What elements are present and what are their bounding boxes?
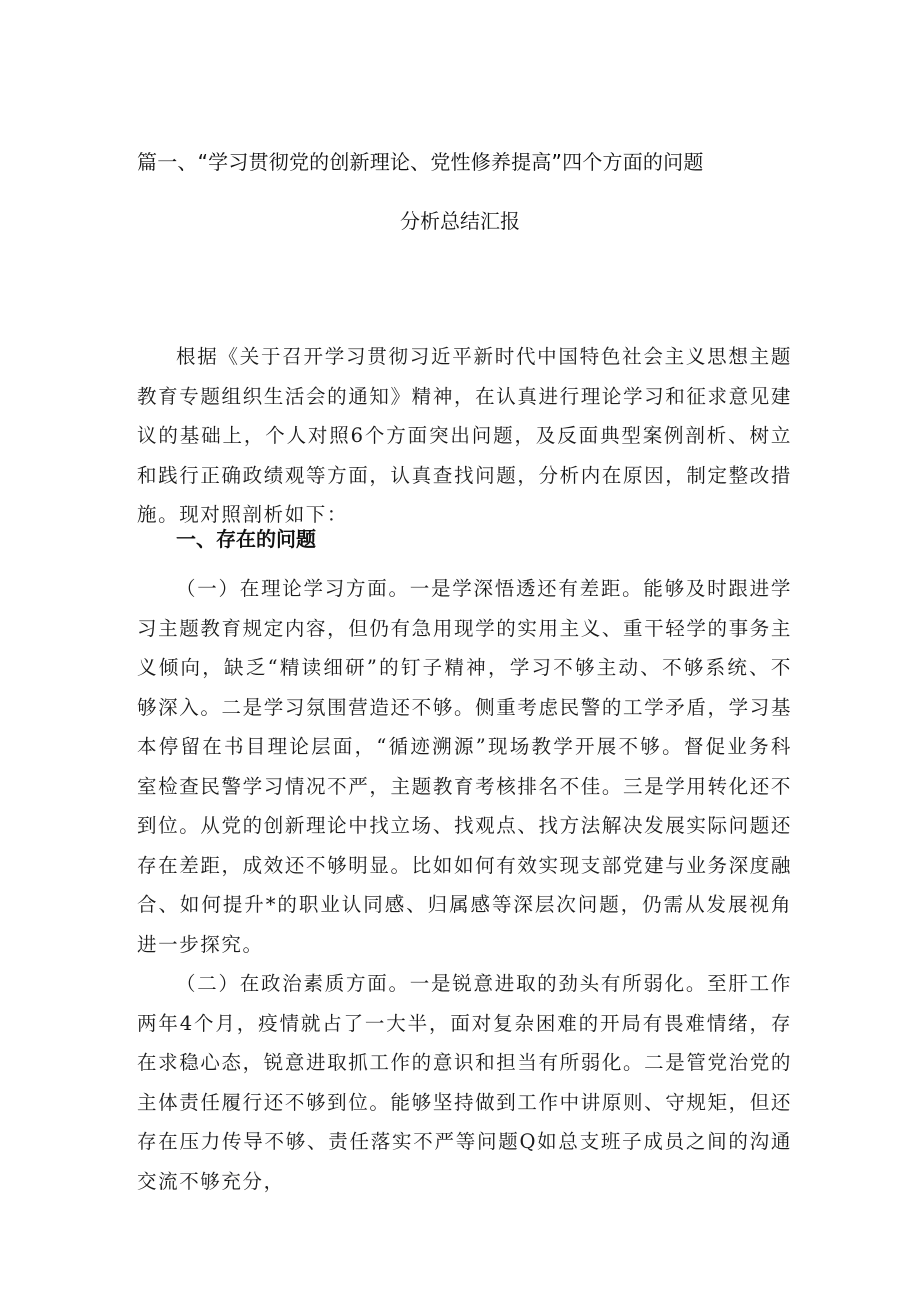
intro-paragraph: 根据《关于召开学习贯彻习近平新时代中国特色社会主义思想主题教育专题组织生活会的通知》精神，在认真进行理论学习和征求意见建议的基础上，个人对照6个方面突出问题，及反面典型案例剖析、树立和践行正确政绩观等方面，认真查找问题，分析内在原因，制定整改措施。现对照剖析如下：	[137, 345, 792, 526]
paragraph-political-quality: （二）在政治素质方面。一是锐意进取的劲头有所弱化。至肝工作两年4个月，疫情就占了一大半，面对复杂困难的开局有畏难情绪，存在求稳心态，锐意进取抓工作的意识和担当有所弱化。二是管党治党的主体责任履行还不够到位。能够坚持做到工作中讲原则、守规矩，但还存在压力传导不够、责任落实不严等问题Q如总支班子成员之间的沟通交流不够充分，	[137, 972, 792, 1193]
document-title-line-1: 篇一、“学习贯彻党的创新理论、党性修养提高”四个方面的问题	[137, 150, 704, 174]
section-heading: 一、存在的问题	[176, 527, 316, 551]
document-title-line-2: 分析总结汇报	[400, 209, 520, 233]
paragraph-theory-study: （一）在理论学习方面。一是学深悟透还有差距。能够及时跟进学习主题教育规定内容，但仍有急用现学的实用主义、重干轻学的事务主义倾向，缺乏“精读细研”的钉子精神，学习不够主动、不够系统、不够深入。二是学习氛围营造还不够。侧重考虑民警的工学矛盾，学习基本停留在书目理论层面，“循迹溯源”现场教学开展不够。督促业务科室检查民警学习情况不严，主题教育考核排名不佳。三是学用转化还不到位。从党的创新理论中找立场、找观点、找方法解决发展实际问题还存在差距，成效还不够明显。比如如何有效实现支部党建与业务深度融合、如何提升*的职业认同感、归属感等深层次问题，仍需从发展视角进一步探究。	[137, 577, 792, 956]
